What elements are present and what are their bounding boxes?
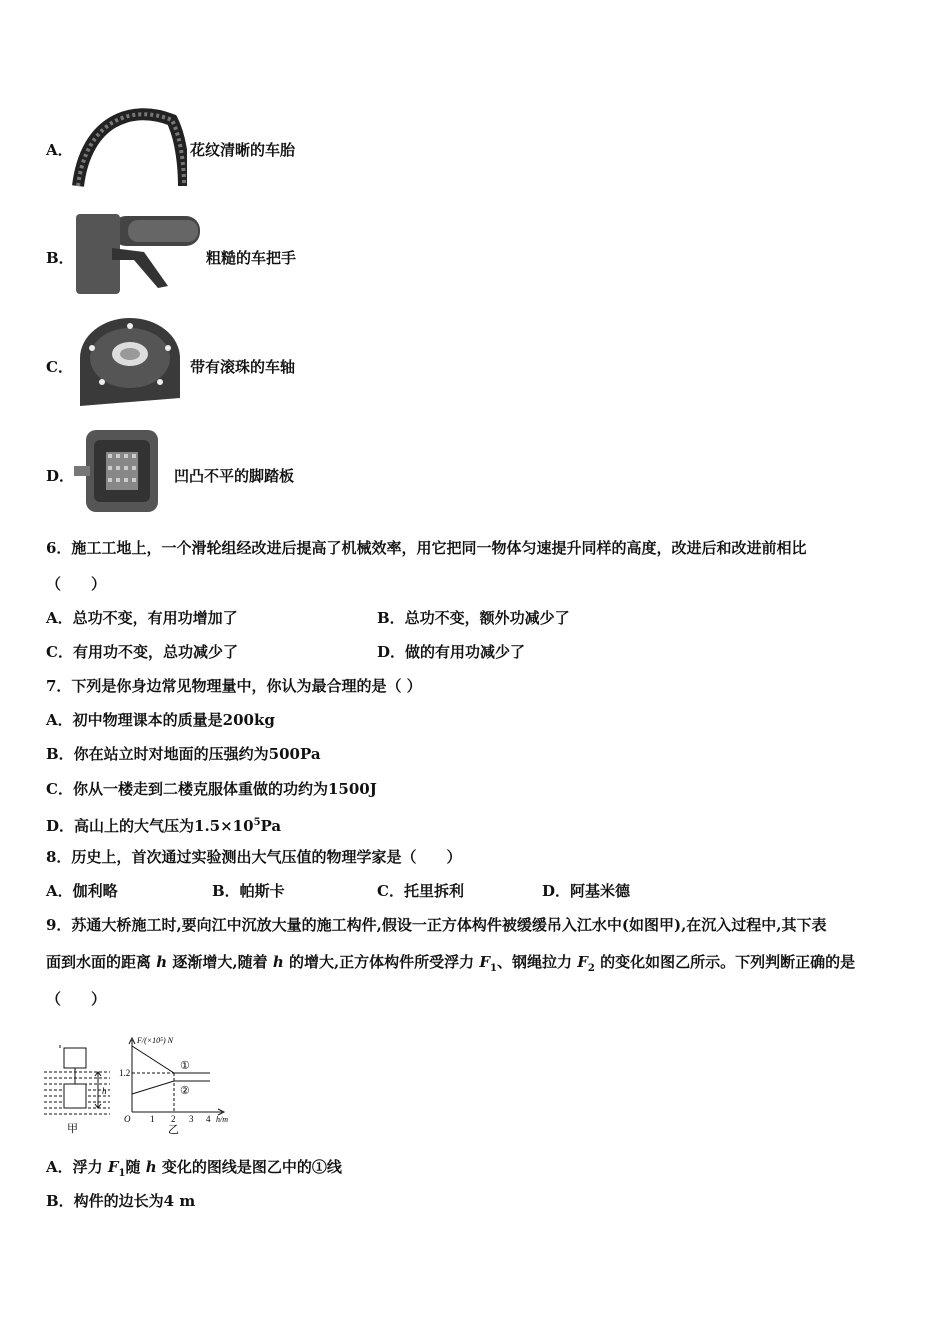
- curve-1-label: ①: [180, 1060, 190, 1072]
- option-text: 凹凸不平的脚踏板: [174, 467, 295, 485]
- pedal-icon: [72, 428, 172, 514]
- option-b: B．你在站立时对地面的压强约为500Pa: [46, 745, 321, 763]
- option-a: A．初中物理课本的质量是200kg: [46, 711, 275, 729]
- graph-x-tick: 4: [206, 1114, 211, 1124]
- curve-2-label: ②: [180, 1085, 190, 1097]
- graph-y-tick: 1.2: [119, 1068, 131, 1078]
- option-d: D．阿基米德: [542, 882, 631, 900]
- answer-blank: （ ）: [46, 990, 107, 1008]
- question-stem-line1: 9．苏通大桥施工时,要向江中沉放大量的施工构件,假设一正方体构件被缓缓吊入江水中(如图甲),在沉入过程中,其下表: [46, 916, 827, 934]
- graph-origin: O: [124, 1114, 131, 1124]
- question-stem: 6．施工工地上，一个滑轮组经改进后提高了机械效率，用它把同一物体匀速提升同样的高度，改进后和改进前相比: [46, 539, 807, 557]
- option-letter: A．: [46, 141, 73, 159]
- graph-y-axis-label: F/(×10⁵) N: [137, 1036, 173, 1045]
- answer-blank: （ ）: [46, 575, 107, 593]
- option-letter: D．: [46, 467, 75, 485]
- option-text: 花纹清晰的车胎: [190, 141, 296, 159]
- option-d: D．做的有用功减少了: [377, 643, 526, 661]
- option-c: C．你从一楼走到二楼克服体重做的功约为1500J: [46, 780, 377, 798]
- option-b: B．构件的边长为4 m: [46, 1192, 196, 1210]
- graph-x-tick: 1: [150, 1114, 155, 1124]
- svg-text:h: h: [102, 1086, 107, 1096]
- option-d: D．高山上的大气压为$1.5\times 10^5Pa$: [46, 817, 282, 835]
- option-b: B．帕斯卡: [212, 882, 285, 900]
- option-letter: C．: [46, 358, 73, 376]
- question-stem-line2: 面到水面的距离 h 逐渐增大,随着 h 的增大,正方体构件所受浮力 $F_1$、钢绳拉力 $F_2$ 的变化如图乙所示。下列判断正确的是: [46, 953, 856, 974]
- question-stem: 7．下列是你身边常见物理量中，你认为最合理的是（ ）: [46, 677, 422, 695]
- bearing-axle-icon: [72, 318, 187, 408]
- option-text: 带有滚珠的车轴: [190, 358, 296, 376]
- option-letter: B．: [46, 249, 74, 267]
- figure-label-yi: 乙: [168, 1124, 179, 1136]
- graph-x-tick: 2: [171, 1114, 176, 1124]
- option-text: 粗糙的车把手: [206, 249, 297, 267]
- option-c: C．托里拆利: [377, 882, 464, 900]
- figure-label-jia: 甲: [67, 1123, 78, 1135]
- question-stem: 8．历史上，首次通过实验测出大气压值的物理学家是（ ）: [46, 848, 462, 866]
- option-a: A．浮力 $F_1$随 h 变化的图线是图乙中的①线: [46, 1158, 342, 1179]
- figure-jia: [42, 1044, 114, 1136]
- option-c: C．有用功不变，总功减少了: [46, 643, 238, 661]
- option-b: B．总功不变，额外功减少了: [377, 609, 570, 627]
- figure-yi-graph: [118, 1032, 240, 1136]
- tire-icon: [72, 100, 187, 188]
- option-a: A．总功不变，有用功增加了: [46, 609, 238, 627]
- option-a: A．伽利略: [46, 882, 118, 900]
- graph-x-axis-label: h/m: [216, 1115, 228, 1124]
- graph-x-tick: 3: [189, 1114, 194, 1124]
- handlebar-icon: [72, 208, 207, 298]
